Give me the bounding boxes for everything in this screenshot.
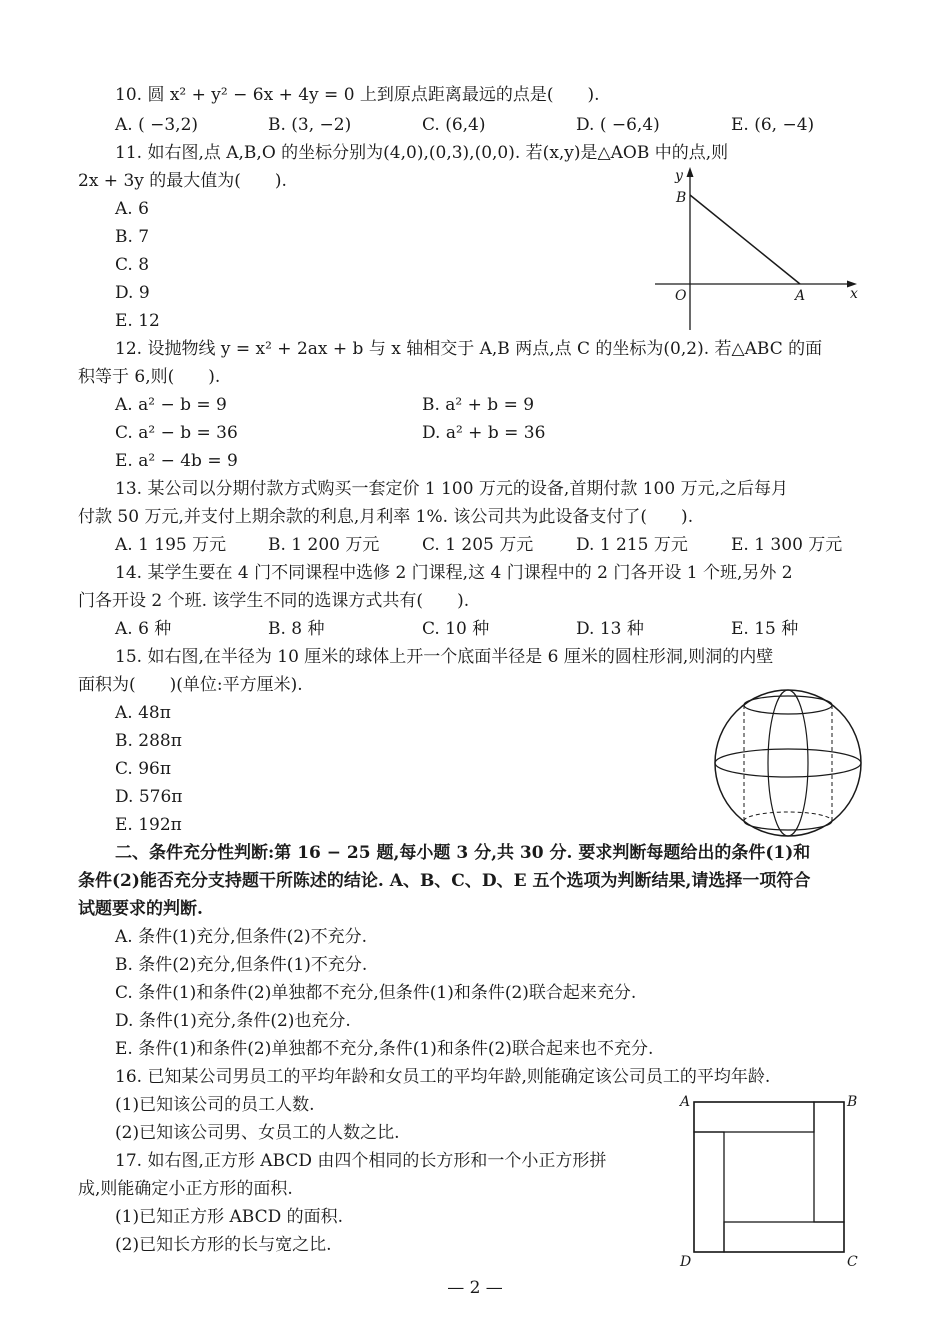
q10-option-c: C. (6,4) xyxy=(422,115,486,135)
label-a: A xyxy=(680,1094,691,1110)
section2-intro-line1: 二、条件充分性判断:第 16 − 25 题,每小题 3 分,共 30 分. 要求判断每题给出的条件(1)和 xyxy=(115,843,811,863)
q15-stem-line2: 面积为( )(单位:平方厘米). xyxy=(78,675,303,695)
q17-stem-line1: 17. 如右图,正方形 ABCD 由四个相同的长方形和一个小正方形拼 xyxy=(115,1151,607,1171)
hypotenuse-ab xyxy=(690,195,800,284)
q10-option-d: D. ( −6,4) xyxy=(576,115,660,135)
q11-triangle-figure xyxy=(650,165,870,335)
label-a: A xyxy=(795,288,806,304)
section2-choice-b: B. 条件(2)充分,但条件(1)不充分. xyxy=(115,955,368,975)
q17-square-figure xyxy=(676,1092,862,1272)
q10-stem: 10. 圆 x² + y² − 6x + 4y = 0 上到原点距离最远的点是( ). xyxy=(115,85,600,105)
q15-option-b: B. 288π xyxy=(115,731,182,751)
q13-option-e: E. 1 300 万元 xyxy=(731,535,843,555)
q17-condition-1: (1)已知正方形 ABCD 的面积. xyxy=(115,1207,344,1227)
q17-stem-line2: 成,则能确定小正方形的面积. xyxy=(78,1179,293,1199)
sphere-meridian xyxy=(768,690,808,836)
label-b: B xyxy=(676,190,687,206)
square-abcd xyxy=(694,1102,844,1252)
q13-option-c: C. 1 205 万元 xyxy=(422,535,534,555)
q11-option-c: C. 8 xyxy=(115,255,150,275)
q16-stem: 16. 已知某公司男员工的平均年龄和女员工的平均年龄,则能确定该公司员工的平均年龄. xyxy=(115,1067,771,1087)
q13-option-b: B. 1 200 万元 xyxy=(268,535,380,555)
q14-option-b: B. 8 种 xyxy=(268,619,325,639)
q17-condition-2: (2)已知长方形的长与宽之比. xyxy=(115,1235,332,1255)
section2-intro-line3: 试题要求的判断. xyxy=(78,899,203,919)
label-o: O xyxy=(675,288,687,304)
label-y: y xyxy=(675,168,683,184)
q11-stem-line2: 2x + 3y 的最大值为( ). xyxy=(78,171,287,191)
section2-choice-e: E. 条件(1)和条件(2)单独都不充分,条件(1)和条件(2)联合起来也不充分. xyxy=(115,1039,654,1059)
q13-option-d: D. 1 215 万元 xyxy=(576,535,688,555)
q11-stem-line1: 11. 如右图,点 A,B,O 的坐标分别为(4,0),(0,3),(0,0). 若(x,y)是△AOB 中的点,则 xyxy=(115,143,729,163)
q14-option-a: A. 6 种 xyxy=(115,619,172,639)
q10-option-e: E. (6, −4) xyxy=(731,115,815,135)
rect-right xyxy=(814,1102,844,1222)
hole-top-ellipse xyxy=(744,696,832,714)
q12-stem-line1: 12. 设抛物线 y = x² + 2ax + b 与 x 轴相交于 A,B 两点,点 C 的坐标为(0,2). 若△ABC 的面 xyxy=(115,339,823,359)
q11-option-b: B. 7 xyxy=(115,227,150,247)
section2-choice-c: C. 条件(1)和条件(2)单独都不充分,但条件(1)和条件(2)联合起来充分. xyxy=(115,983,637,1003)
q10-option-b: B. (3, −2) xyxy=(268,115,352,135)
q12-option-b: B. a² + b = 9 xyxy=(422,395,535,415)
rect-left xyxy=(694,1132,724,1252)
q12-stem-line2: 积等于 6,则( ). xyxy=(78,367,221,387)
rect-top xyxy=(694,1102,814,1132)
q14-option-e: E. 15 种 xyxy=(731,619,799,639)
q12-option-c: C. a² − b = 36 xyxy=(115,423,238,443)
q15-stem-line1: 15. 如右图,在半径为 10 厘米的球体上开一个底面半径是 6 厘米的圆柱形洞,则洞的内壁 xyxy=(115,647,774,667)
q14-stem-line1: 14. 某学生要在 4 门不同课程中选修 2 门课程,这 4 门课程中的 2 门各开设 1 个班,另外 2 xyxy=(115,563,793,583)
q12-option-e: E. a² − 4b = 9 xyxy=(115,451,238,471)
sphere-outline xyxy=(715,690,861,836)
q12-option-d: D. a² + b = 36 xyxy=(422,423,546,443)
q16-condition-1: (1)已知该公司的员工人数. xyxy=(115,1095,315,1115)
label-x: x xyxy=(850,286,858,302)
q14-option-d: D. 13 种 xyxy=(576,619,644,639)
q13-option-a: A. 1 195 万元 xyxy=(115,535,227,555)
q15-option-e: E. 192π xyxy=(115,815,182,835)
section2-choice-a: A. 条件(1)充分,但条件(2)不充分. xyxy=(115,927,368,947)
label-d: D xyxy=(680,1254,692,1270)
q14-stem-line2: 门各开设 2 个班. 该学生不同的选课方式共有( ). xyxy=(78,591,470,611)
q15-option-a: A. 48π xyxy=(115,703,171,723)
q11-option-e: E. 12 xyxy=(115,311,160,331)
q15-option-d: D. 576π xyxy=(115,787,183,807)
q15-option-c: C. 96π xyxy=(115,759,172,779)
rect-bottom xyxy=(724,1222,844,1252)
q15-sphere-figure xyxy=(712,685,864,841)
q13-stem-line1: 13. 某公司以分期付款方式购买一套定价 1 100 万元的设备,首期付款 100 万元,之后每月 xyxy=(115,479,788,499)
page-number: — 2 — xyxy=(447,1278,503,1298)
q13-stem-line2: 付款 50 万元,并支付上期余款的利息,月利率 1%. 该公司共为此设备支付了( ). xyxy=(78,507,694,527)
y-axis-arrow xyxy=(687,167,694,177)
section2-intro-line2: 条件(2)能否充分支持题干所陈述的结论. A、B、C、D、E 五个选项为判断结果,请选择一项符合 xyxy=(78,871,811,891)
q12-option-a: A. a² − b = 9 xyxy=(115,395,227,415)
q16-condition-2: (2)已知该公司男、女员工的人数之比. xyxy=(115,1123,400,1143)
q14-option-c: C. 10 种 xyxy=(422,619,490,639)
section2-choice-d: D. 条件(1)充分,条件(2)也充分. xyxy=(115,1011,351,1031)
label-c: C xyxy=(847,1254,858,1270)
q11-option-d: D. 9 xyxy=(115,283,150,303)
q10-option-a: A. ( −3,2) xyxy=(115,115,199,135)
hole-bottom-back xyxy=(744,812,832,821)
q11-option-a: A. 6 xyxy=(115,199,149,219)
sphere-equator xyxy=(715,749,861,777)
label-b: B xyxy=(847,1094,858,1110)
